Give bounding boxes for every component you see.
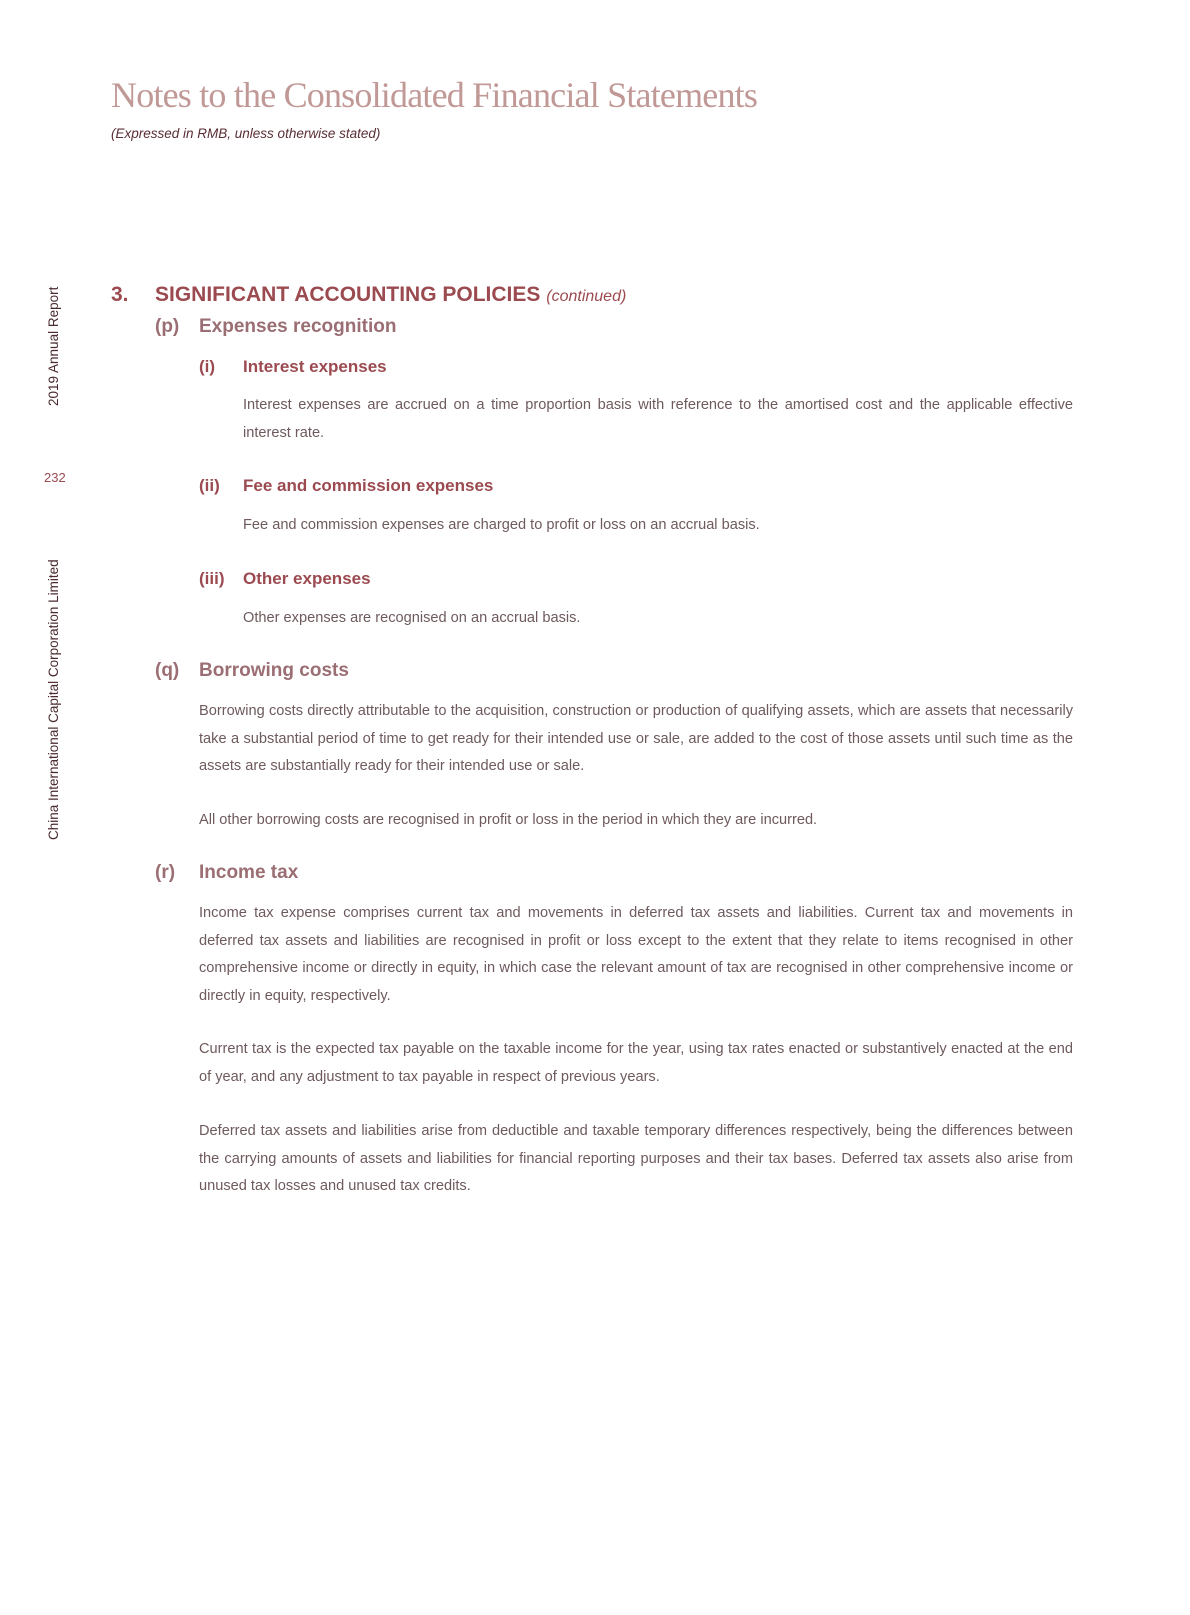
section-continued: (continued) [546,288,627,305]
section-title: SIGNIFICANT ACCOUNTING POLICIES [155,283,541,306]
item-number: (i) [199,357,216,376]
income-tax-para-2: Current tax is the expected tax payable on the taxable income for the year, using tax rates enacted or substantively enacted at the end of year, and any adjustment to tax payable in respect of previous years. [199,1041,1073,1085]
item-title: Interest expenses [243,357,387,376]
subsection-r-heading [155,862,298,884]
item-number: (ii) [199,476,220,495]
interest-expenses-text: Interest expenses are accrued on a time proportion basis with reference to the amortised cost and the applicable effective interest rate. [243,397,1073,441]
sidebar-company-label: China International Capital Corporation Limited [46,559,61,840]
borrowing-costs-para-1: Borrowing costs directly attributable to the acquisition, construction or production of qualifying assets, which are assets that necessarily take a substantial period of time to get ready for their intended use or sale, are added to the cost of those assets until such time as the assets are substantially ready for their intended use or sale. [199,703,1073,774]
section-heading [111,283,626,307]
subsection-number: (q) [155,660,180,681]
page-title: Notes to the Consolidated Financial Statements [111,75,758,115]
subsection-p-heading [155,316,396,338]
subsection-number: (r) [155,862,176,883]
subsection-title: Expenses recognition [199,316,397,337]
subsection-number: (p) [155,316,180,337]
borrowing-costs-para-2: All other borrowing costs are recognised in profit or loss in the period in which they are incurred. [199,812,818,828]
page-subtitle: (Expressed in RMB, unless otherwise stated) [111,126,381,141]
item-title: Fee and commission expenses [243,476,494,495]
item-i-heading [199,357,387,377]
sidebar-report-label: 2019 Annual Report [46,286,61,406]
income-tax-para-1: Income tax expense comprises current tax and movements in deferred tax assets and liabilities. Current tax and movements in deferred tax assets and liabilities are recognised in profit or loss except to the extent that they relate to items recognised in other comprehensive income or directly in equity, in which case the relevant amount of tax are recognised in other comprehensive income or directly in equity, respectively. [199,905,1073,1004]
other-expenses-text: Other expenses are recognised on an accrual basis. [243,610,581,626]
subsection-q-heading [155,660,349,682]
page-number: 232 [44,470,66,485]
subsection-title: Borrowing costs [199,660,349,681]
item-ii-heading [199,476,493,496]
subsection-title: Income tax [199,862,299,883]
item-iii-heading [199,569,371,589]
income-tax-para-3: Deferred tax assets and liabilities arise from deductible and taxable temporary differences respectively, being the differences between the carrying amounts of assets and liabilities for financial reporting purposes and their tax bases. Deferred tax assets also arise from unused tax losses and unused tax credits. [199,1123,1073,1194]
item-title: Other expenses [243,569,371,588]
section-number: 3. [111,283,129,306]
item-number: (iii) [199,569,225,588]
fee-commission-text: Fee and commission expenses are charged to profit or loss on an accrual basis. [243,517,760,533]
